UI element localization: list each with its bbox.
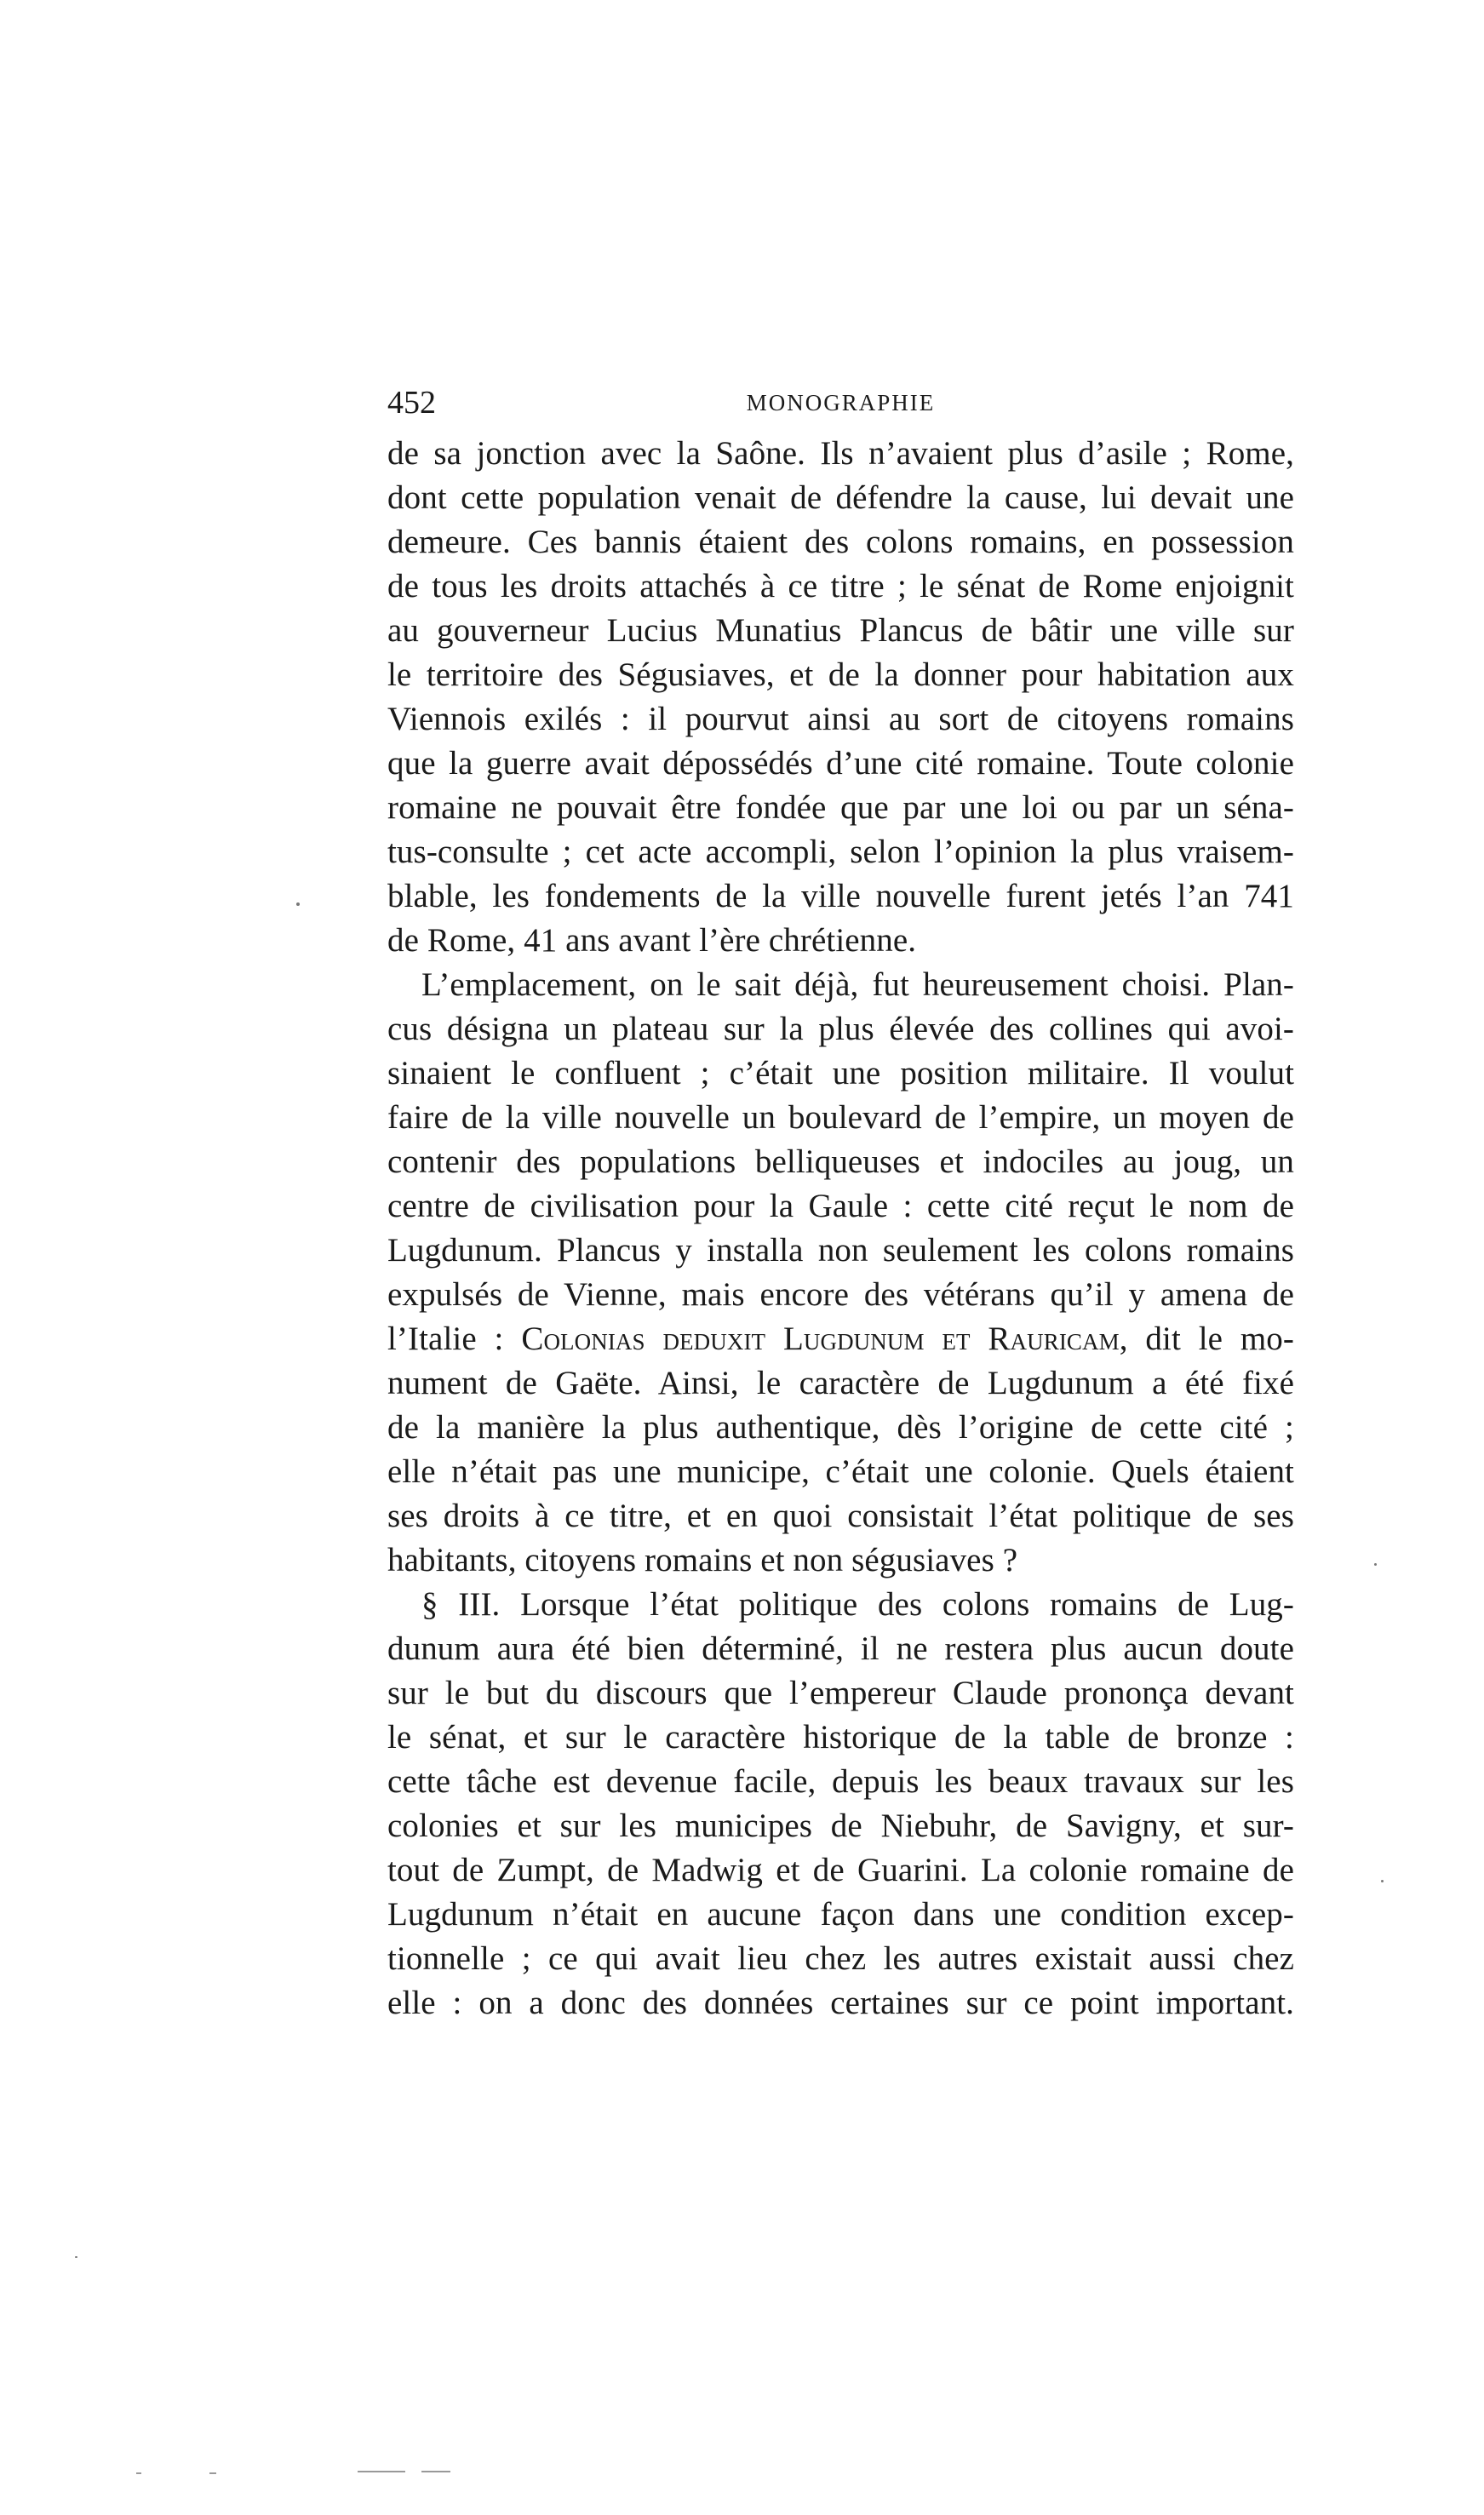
scan-speck — [75, 2256, 77, 2258]
text-line: dont cette population venait de défendre la cause, lui devait une — [387, 479, 1294, 516]
text-line: Viennois exilés : il pourvut ainsi au sort de citoyens romains — [387, 701, 1294, 737]
scan-speck — [1381, 1880, 1384, 1882]
text-segment: l’Italie : — [387, 1321, 522, 1357]
inscription-quote: Colonias deduxit Lugdunum et Rauricam — [521, 1321, 1120, 1357]
text-segment: , dit le mo- — [1119, 1321, 1294, 1357]
text-line: tus-consulte ; cet acte accompli, selon l’opinion la plus vraisem- — [387, 834, 1294, 870]
scan-edge-mark — [209, 2472, 216, 2474]
text-line: au gouverneur Lucius Munatius Plancus de bâtir une ville sur — [387, 612, 1294, 649]
text-line: centre de civilisation pour la Gaule : cette cité reçut le nom de — [387, 1188, 1294, 1224]
text-line: elle n’était pas une municipe, c’était une colonie. Quels étaient — [387, 1453, 1294, 1490]
text-line: de la manière la plus authentique, dès l’origine de cette cité ; — [387, 1409, 1294, 1446]
text-line: le territoire des Ségusiaves, et de la donner pour habitation aux — [387, 656, 1294, 693]
text-line: cette tâche est devenue facile, depuis les beaux travaux sur les — [387, 1763, 1294, 1800]
text-line: cus désigna un plateau sur la plus élevée des collines qui avoi- — [387, 1011, 1294, 1047]
section-start-line: § III. Lorsque l’état politique des colons romains de Lug- — [421, 1586, 1294, 1623]
scan-speck — [1374, 1563, 1377, 1566]
text-line: contenir des populations belliqueuses et indociles au joug, un — [387, 1143, 1294, 1180]
page-number: 452 — [387, 385, 436, 421]
text-line: ses droits à ce titre, et en quoi consistait l’état politique de ses — [387, 1498, 1294, 1534]
text-line: romaine ne pouvait être fondée que par une loi ou par un séna- — [387, 789, 1294, 826]
text-line: faire de la ville nouvelle un boulevard de l’empire, un moyen de — [387, 1099, 1294, 1136]
text-line: demeure. Ces bannis étaient des colons romains, en possession — [387, 524, 1294, 560]
text-line: habitants, citoyens romains et non ségusiaves ? — [387, 1542, 1018, 1578]
text-line: nument de Gaëte. Ainsi, le caractère de Lugdunum a été fixé — [387, 1365, 1294, 1401]
text-line: elle : on a donc des données certaines sur ce point important. — [387, 1985, 1294, 2021]
text-line: colonies et sur les municipes de Niebuhr, de Savigny, et sur- — [387, 1807, 1294, 1844]
text-line: Lugdunum. Plancus y installa non seulement les colons romains — [387, 1232, 1294, 1269]
text-line: de tous les droits attachés à ce titre ; le sénat de Rome enjoignit — [387, 568, 1294, 604]
text-line: tout de Zumpt, de Madwig et de Guarini. La colonie romaine de — [387, 1852, 1294, 1888]
running-head — [387, 381, 1294, 424]
text-line: le sénat, et sur le caractère historique de la table de bronze : — [387, 1719, 1294, 1756]
scan-speck — [296, 902, 300, 906]
scan-edge-mark — [136, 2472, 141, 2474]
text-line: que la guerre avait dépossédés d’une cité romaine. Toute colonie — [387, 745, 1294, 782]
text-line: tionnelle ; ce qui avait lieu chez les autres existait aussi chez — [387, 1940, 1294, 1977]
text-line: sur le but du discours que l’empereur Claude prononça devant — [387, 1675, 1294, 1711]
text-line: blable, les fondements de la ville nouvelle furent jetés l’an 741 — [387, 878, 1294, 914]
text-line: sinaient le confluent ; c’était une position militaire. Il voulut — [387, 1055, 1294, 1091]
text-line: Lugdunum n’était en aucune façon dans une condition excep- — [387, 1896, 1294, 1933]
scan-edge-mark — [421, 2471, 450, 2472]
text-line: de sa jonction avec la Saône. Ils n’avaient plus d’asile ; Rome, — [387, 435, 1294, 472]
text-line-with-inscription — [387, 1317, 1294, 1361]
scan-edge-mark — [358, 2471, 405, 2472]
text-line: de Rome, 41 ans avant l’ère chrétienne. — [387, 922, 917, 959]
text-line: expulsés de Vienne, mais encore des vétérans qu’il y amena de — [387, 1276, 1294, 1313]
running-title: MONOGRAPHIE — [746, 390, 936, 415]
body-text — [387, 432, 1294, 2025]
paragraph-start-line: L’emplacement, on le sait déjà, fut heureusement choisi. Plan- — [421, 966, 1294, 1003]
text-line: dunum aura été bien déterminé, il ne restera plus aucun doute — [387, 1630, 1294, 1667]
